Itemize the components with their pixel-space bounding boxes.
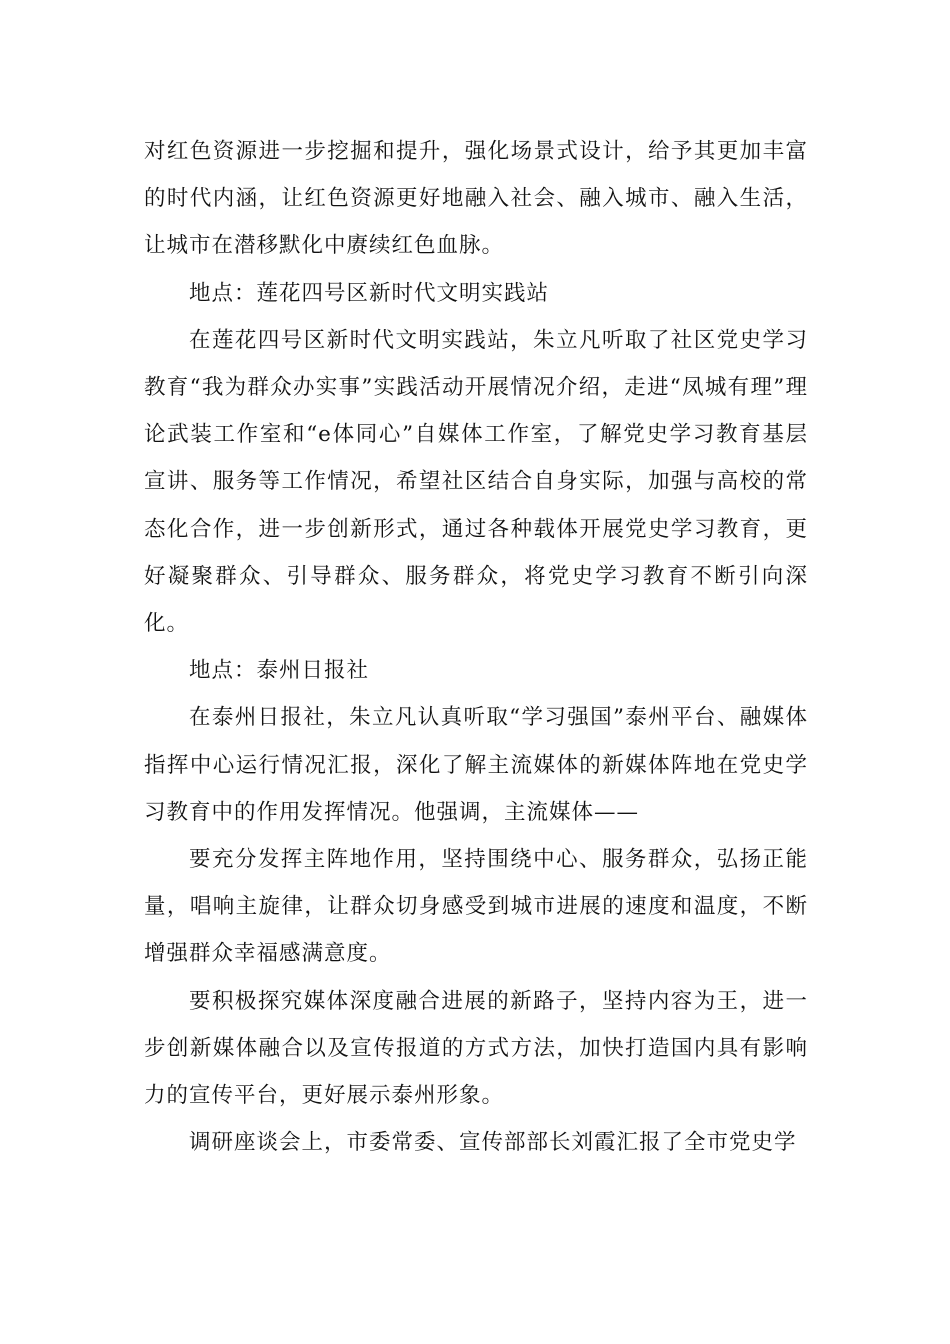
paragraph-main-position: 要充分发挥主阵地作用，坚持围绕中心、服务群众，弘扬正能量，唱响主旋律，让群众切身感受到城市进展的速度和温度，不断增强群众幸福感满意度。	[144, 847, 808, 967]
location-heading-taizhou-daily: 地点：泰州日报社	[189, 658, 370, 684]
paragraph-lianhua: 在莲花四号区新时代文明实践站，朱立凡听取了社区党史学习教育“我为群众办实事”实践活动开展情况介绍，走进“凤城有理”理论武装工作室和“e体同心”自媒体工作室，了解党史学习教育基层宣讲、服务等工作情况，希望社区结合自身实际，加强与高校的常态化合作，进一步创新形式，通过各种载体开展党史学习教育，更好凝聚群众、引导群众、服务群众，将党史学习教育不断引向深化。	[144, 327, 808, 637]
document-body	[144, 128, 808, 1166]
paragraph-intro: 对红色资源进一步挖掘和提升，强化场景式设计，给予其更加丰富的时代内涵，让红色资源更好地融入社会、融入城市、融入生活，让城市在潜移默化中赓续红色血脉。	[144, 139, 808, 259]
paragraph-media-fusion: 要积极探究媒体深度融合进展的新路子，坚持内容为王，进一步创新媒体融合以及宣传报道的方式方法，加快打造国内具有影响力的宣传平台，更好展示泰州形象。	[144, 988, 808, 1109]
paragraph-taizhou-daily: 在泰州日报社，朱立凡认真听取“学习强国”泰州平台、融媒体指挥中心运行情况汇报，深化了解主流媒体的新媒体阵地在党史学习教育中的作用发挥情况。他强调，主流媒体——	[144, 705, 808, 825]
paragraph-seminar: 调研座谈会上，市委常委、宣传部部长刘霞汇报了全市党史学	[189, 1130, 797, 1156]
location-heading-lianhua: 地点：莲花四号区新时代文明实践站	[189, 280, 550, 306]
